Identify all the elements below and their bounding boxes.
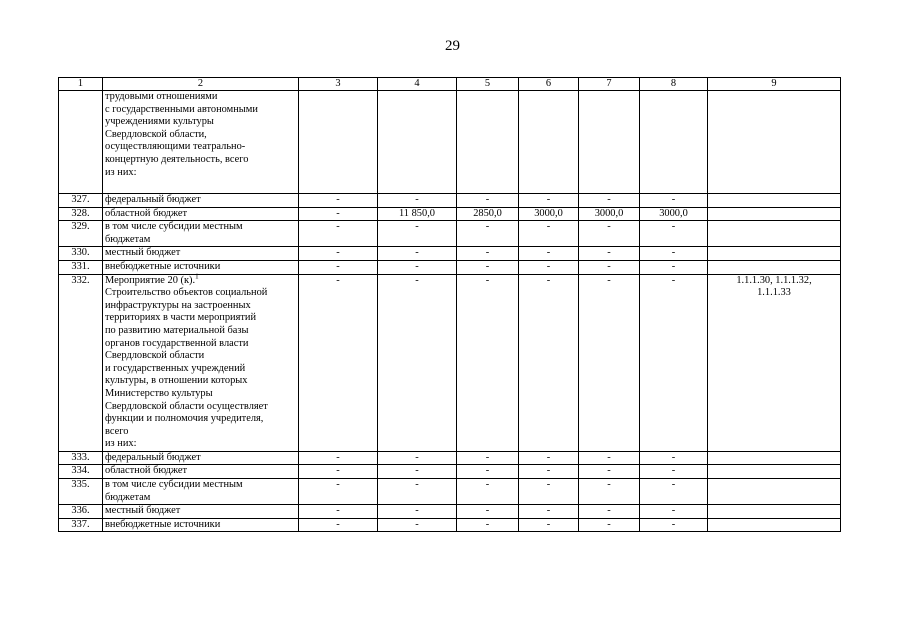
column-header: 7 [579, 78, 640, 91]
cell-col5: - [457, 505, 519, 519]
cell-col9 [708, 247, 841, 261]
row-number: 335. [59, 479, 103, 505]
cell-col8: - [640, 518, 708, 532]
table-row [59, 194, 841, 208]
column-header: 1 [59, 78, 103, 91]
cell-col9 [708, 221, 841, 247]
cell-col9: 1.1.1.30, 1.1.1.32, 1.1.1.33 [708, 274, 841, 451]
cell-col5: 2850,0 [457, 207, 519, 221]
table-row [59, 465, 841, 479]
cell-col3: - [299, 451, 378, 465]
row-description: федеральный бюджет [103, 451, 299, 465]
cell-col5: - [457, 247, 519, 261]
cell-col7: 3000,0 [579, 207, 640, 221]
table-row [59, 247, 841, 261]
cell-col8: - [640, 247, 708, 261]
page-number: 29 [445, 38, 460, 54]
cell-col6: - [519, 274, 579, 451]
cell-col4: - [378, 260, 457, 274]
cell-col5: - [457, 451, 519, 465]
cell-col3 [299, 91, 378, 194]
budget-table [58, 77, 841, 532]
measure-title: Мероприятие 20 (к). [105, 274, 196, 286]
cell-col4: - [378, 518, 457, 532]
cell-col8: 3000,0 [640, 207, 708, 221]
row-number [59, 91, 103, 194]
column-header: 5 [457, 78, 519, 91]
column-header: 8 [640, 78, 708, 91]
cell-col6: - [519, 247, 579, 261]
table-row [59, 479, 841, 505]
cell-col8: - [640, 221, 708, 247]
cell-col5: - [457, 479, 519, 505]
row-description: внебюджетные источники [103, 518, 299, 532]
cell-col4: - [378, 465, 457, 479]
cell-col5: - [457, 194, 519, 208]
measure-description: Строительство объектов социальной инфраструктуры на застроенных территориях в части мероприятий по развитию материальной базы органов государственной власти Свердловской области и государственных учреждений культуры, в отношении которых Министерство культуры Свердловской области осуществляет функции и полномочия учредителя, всего из них: [105, 287, 268, 450]
table-row [59, 518, 841, 532]
cell-col4: - [378, 221, 457, 247]
cell-col6: - [519, 465, 579, 479]
row-description: областной бюджет [103, 207, 299, 221]
cell-col4: - [378, 247, 457, 261]
row-description: областной бюджет [103, 465, 299, 479]
table-header-row [59, 78, 841, 91]
row-number: 327. [59, 194, 103, 208]
cell-col7: - [579, 505, 640, 519]
cell-col3: - [299, 518, 378, 532]
row-number: 333. [59, 451, 103, 465]
cell-col3: - [299, 465, 378, 479]
cell-col4: - [378, 479, 457, 505]
cell-col6: - [519, 518, 579, 532]
cell-col9 [708, 207, 841, 221]
cell-col6: - [519, 221, 579, 247]
cell-col8: - [640, 479, 708, 505]
cell-col9 [708, 451, 841, 465]
cell-col6 [519, 91, 579, 194]
row-number: 331. [59, 260, 103, 274]
cell-col3: - [299, 505, 378, 519]
cell-col8: - [640, 465, 708, 479]
cell-col3: - [299, 260, 378, 274]
cell-col9 [708, 505, 841, 519]
cell-col4: - [378, 505, 457, 519]
cell-col6: - [519, 505, 579, 519]
cell-col5: - [457, 465, 519, 479]
cell-col8: - [640, 505, 708, 519]
footnote-marker: 1 [195, 272, 199, 281]
cell-col6: - [519, 479, 579, 505]
cell-col5 [457, 91, 519, 194]
cell-col8: - [640, 451, 708, 465]
column-header: 4 [378, 78, 457, 91]
cell-col4: 11 850,0 [378, 207, 457, 221]
cell-col9 [708, 479, 841, 505]
cell-col7: - [579, 221, 640, 247]
cell-col7 [579, 91, 640, 194]
row-description [103, 274, 299, 451]
cell-col7: - [579, 194, 640, 208]
row-number: 336. [59, 505, 103, 519]
cell-col7: - [579, 479, 640, 505]
cell-col7: - [579, 465, 640, 479]
cell-col3: - [299, 274, 378, 451]
table-row [59, 91, 841, 194]
row-number: 329. [59, 221, 103, 247]
cell-col7: - [579, 247, 640, 261]
cell-col9 [708, 465, 841, 479]
row-description: местный бюджет [103, 247, 299, 261]
cell-col5: - [457, 518, 519, 532]
cell-col4 [378, 91, 457, 194]
cell-col6: - [519, 451, 579, 465]
column-header: 2 [103, 78, 299, 91]
row-description: местный бюджет [103, 505, 299, 519]
row-number: 337. [59, 518, 103, 532]
cell-col3: - [299, 247, 378, 261]
cell-col8: - [640, 260, 708, 274]
cell-col9 [708, 194, 841, 208]
row-number: 334. [59, 465, 103, 479]
row-description: в том числе субсидии местным бюджетам [103, 479, 299, 505]
row-number: 328. [59, 207, 103, 221]
row-description: трудовыми отношениями с государственными автономными учреждениями культуры Свердловской области, осуществляющими театрально- концертную деятельность, всего из них: [103, 91, 299, 194]
cell-col5: - [457, 260, 519, 274]
column-header: 6 [519, 78, 579, 91]
row-description: в том числе субсидии местным бюджетам [103, 221, 299, 247]
cell-col3: - [299, 207, 378, 221]
cell-col3: - [299, 221, 378, 247]
cell-col3: - [299, 194, 378, 208]
cell-col6: 3000,0 [519, 207, 579, 221]
table-row [59, 207, 841, 221]
cell-col4: - [378, 274, 457, 451]
cell-col3: - [299, 479, 378, 505]
row-description: федеральный бюджет [103, 194, 299, 208]
cell-col8 [640, 91, 708, 194]
cell-col8: - [640, 194, 708, 208]
cell-col7: - [579, 274, 640, 451]
row-number: 330. [59, 247, 103, 261]
column-header: 9 [708, 78, 841, 91]
cell-col7: - [579, 260, 640, 274]
row-number: 332. [59, 274, 103, 451]
cell-col6: - [519, 260, 579, 274]
table-row [59, 221, 841, 247]
column-header: 3 [299, 78, 378, 91]
cell-col6: - [519, 194, 579, 208]
cell-col4: - [378, 194, 457, 208]
table-row [59, 260, 841, 274]
cell-col7: - [579, 518, 640, 532]
cell-col9 [708, 260, 841, 274]
table-row [59, 451, 841, 465]
cell-col9 [708, 518, 841, 532]
cell-col5: - [457, 274, 519, 451]
cell-col9 [708, 91, 841, 194]
cell-col5: - [457, 221, 519, 247]
table-row [59, 274, 841, 451]
cell-col4: - [378, 451, 457, 465]
cell-col8: - [640, 274, 708, 451]
row-description: внебюджетные источники [103, 260, 299, 274]
cell-col7: - [579, 451, 640, 465]
table-row [59, 505, 841, 519]
